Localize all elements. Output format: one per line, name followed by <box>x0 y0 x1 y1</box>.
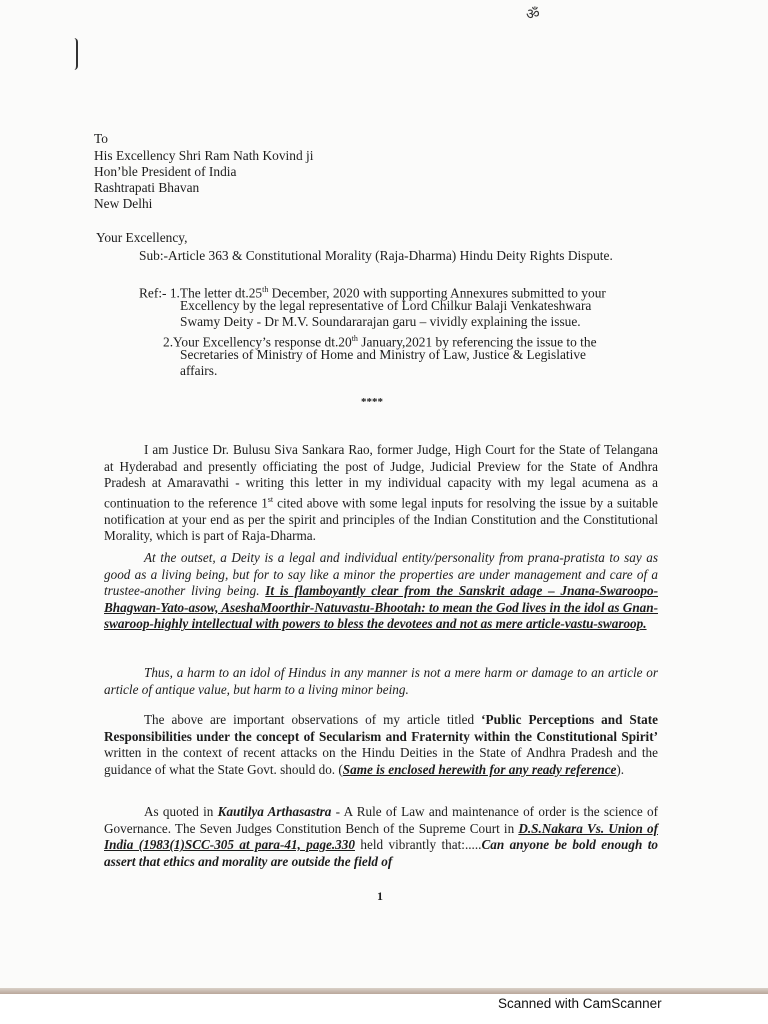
camscanner-watermark: Scanned with CamScanner <box>498 996 662 1011</box>
margin-bracket-mark <box>66 38 78 70</box>
paragraph-introduction: I am Justice Dr. Bulusu Siva Sankara Rao, former Judge, High Court for the State of Telangana at Hyderabad and presently officiating the post of Judge, Judicial Preview for the State of Andhra Pradesh at Amaravathi - writing this letter in my individual capacity with my legal acumena as a continuation to the reference 1st cited above with some legal inputs for resolving the issue by a suitable notification at your end as per the spirit and principles of the Indian Constitution and the Constitutional Morality, which is part of Raja-Dharma. <box>104 442 658 544</box>
separator-stars: **** <box>361 396 383 408</box>
ref-2-line-2: Secretaries of Ministry of Home and Ministry of Law, Justice & Legislative <box>180 347 586 362</box>
ref-1-line-1: Ref:- 1.The letter dt.25th December, 2020 with supporting Annexures submitted to your <box>139 285 606 301</box>
to-label: To <box>94 131 108 146</box>
ref-1-line-2: Excellency by the legal representative of Lord Chilkur Balaji Venkateshwara <box>180 298 592 313</box>
salutation: Your Excellency, <box>96 230 188 245</box>
page-edge-shadow <box>0 988 768 994</box>
ref-2-line-1: 2.Your Excellency’s response dt.20th January,2021 by referencing the issue to the <box>163 334 597 350</box>
subject-line: Sub:-Article 363 & Constitutional Morality (Raja-Dharma) Hindu Deity Rights Dispute. <box>139 248 613 263</box>
ref-1-line-3: Swamy Deity - Dr M.V. Soundararajan garu – vividly explaining the issue. <box>180 314 581 329</box>
address-line-4: New Delhi <box>94 196 153 211</box>
paragraph-article-reference: The above are important observations of my article titled ‘Public Perceptions and State Responsibilities under the concept of Secularism and Fraternity within the Constitutional Spirit’ written in the context of recent attacks on the Hindu Deities in the State of Andhra Pradesh and the guidance of what the State Govt. should do. (Same is enclosed herewith for any ready reference). <box>104 712 658 777</box>
address-line-1: His Excellency Shri Ram Nath Kovind ji <box>94 148 314 163</box>
paragraph-harm-to-idol: Thus, a harm to an idol of Hindus in any manner is not a mere harm or damage to an article or article of antique value, but harm to a living minor being. <box>104 665 658 697</box>
address-line-3: Rashtrapati Bhavan <box>94 180 200 195</box>
om-symbol: ॐ <box>526 5 540 23</box>
paragraph-deity-entity: At the outset, a Deity is a legal and individual entity/personality from prana-pratista to say as good as a living being, but for to say like a minor the properties are under management and care of a trustee-another living being. It is flamboyantly clear from the Sanskrit adage – Jnana-Swaroopo-Bhagwan-Yato-asow, AseshaMoorthir-Natuvastu-Bhootah: to mean the God lives in the idol as Gnan-swaroop-highly intellectual with powers to bless the devotees and not as mere article-vastu-swaroop. <box>104 550 658 632</box>
ref-2-line-3: affairs. <box>180 363 218 378</box>
address-line-2: Hon’ble President of India <box>94 164 237 179</box>
page-number: 1 <box>377 889 383 903</box>
paragraph-kautilya: As quoted in Kautilya Arthasastra - A Rule of Law and maintenance of order is the science of Governance. The Seven Judges Constitution Bench of the Supreme Court in D.S.Nakara Vs. Union of India (1983(1)SCC-305 at para-41, page.330 held vibrantly that:.....Can anyone be bold enough to assert that ethics and morality are outside the field of <box>104 804 658 869</box>
